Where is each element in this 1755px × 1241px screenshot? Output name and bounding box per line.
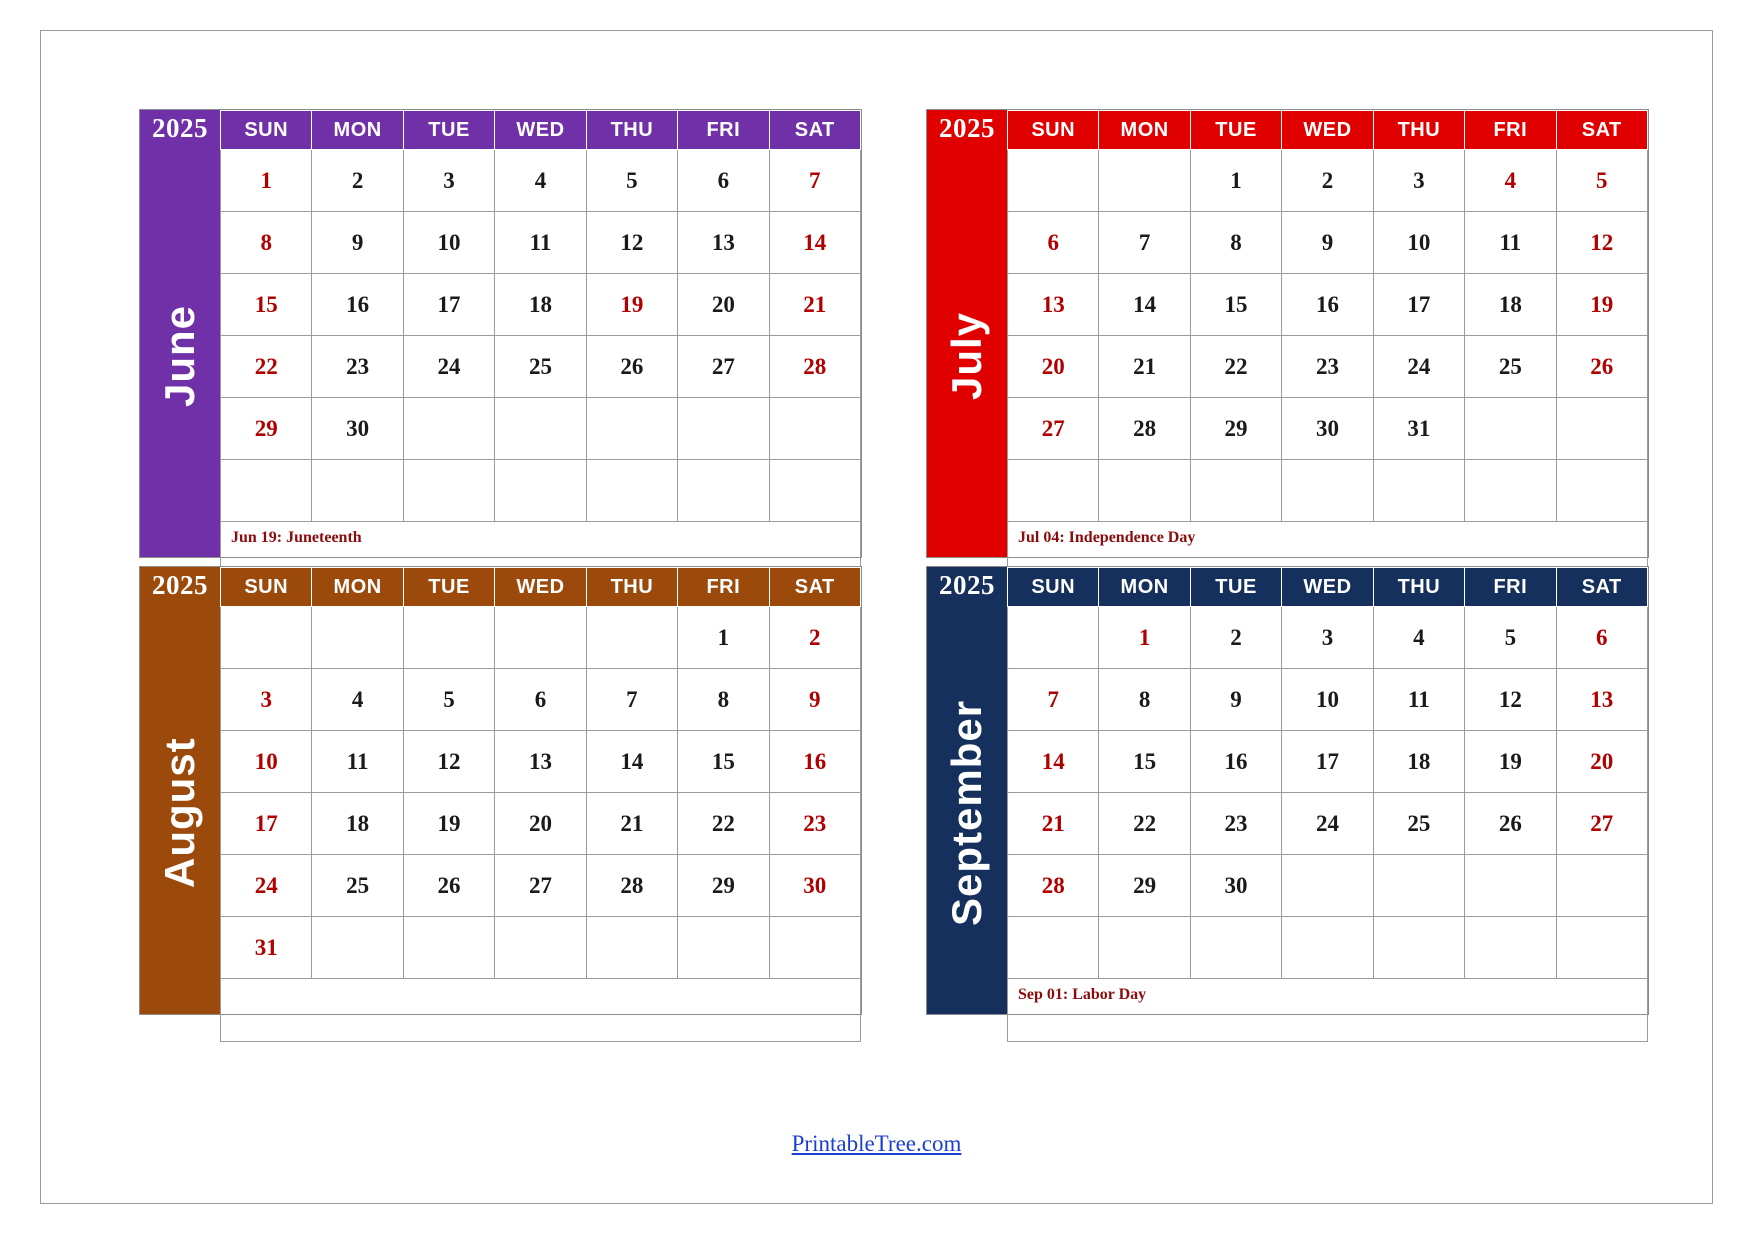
- day-cell[interactable]: 20: [495, 793, 586, 855]
- week-row: [1008, 460, 1648, 522]
- day-cell[interactable]: 29: [678, 855, 769, 917]
- day-cell[interactable]: 19: [1465, 731, 1556, 793]
- day-cell[interactable]: 31: [1373, 398, 1464, 460]
- day-cell[interactable]: 10: [1373, 212, 1464, 274]
- day-cell[interactable]: 22: [1099, 793, 1190, 855]
- day-cell-empty: [1008, 150, 1099, 212]
- day-cell[interactable]: 8: [1190, 212, 1281, 274]
- day-cell[interactable]: 25: [312, 855, 403, 917]
- day-cell[interactable]: 9: [1282, 212, 1373, 274]
- day-cell[interactable]: 8: [678, 669, 769, 731]
- weekday-header-sat: SAT: [769, 568, 860, 607]
- day-cell[interactable]: 29: [221, 398, 312, 460]
- day-cell[interactable]: 1: [221, 150, 312, 212]
- day-cell-empty: [1008, 607, 1099, 669]
- day-cell[interactable]: 2: [769, 607, 860, 669]
- day-cell[interactable]: 22: [678, 793, 769, 855]
- month-body-august: [220, 567, 861, 1014]
- calendar-table-september: [1007, 567, 1648, 979]
- week-row: [1008, 669, 1648, 731]
- month-name-label: July: [943, 311, 990, 400]
- week-row: [221, 398, 861, 460]
- day-cell-empty: [769, 917, 860, 979]
- day-cell[interactable]: 24: [403, 336, 494, 398]
- day-cell-empty: [586, 917, 677, 979]
- day-cell[interactable]: 21: [586, 793, 677, 855]
- day-cell-empty: [495, 607, 586, 669]
- day-cell[interactable]: 5: [1465, 607, 1556, 669]
- day-cell-empty: [1099, 917, 1190, 979]
- day-cell[interactable]: 17: [1373, 274, 1464, 336]
- day-cell[interactable]: 17: [403, 274, 494, 336]
- day-cell[interactable]: 13: [1008, 274, 1099, 336]
- weekday-header-sun: SUN: [1008, 568, 1099, 607]
- year-label: 2025: [939, 112, 995, 143]
- month-notes-september: [1007, 979, 1648, 1042]
- day-cell[interactable]: 18: [312, 793, 403, 855]
- day-cell[interactable]: 2: [1190, 607, 1281, 669]
- day-cell[interactable]: 13: [678, 212, 769, 274]
- day-cell[interactable]: 11: [1465, 212, 1556, 274]
- day-cell[interactable]: 27: [678, 336, 769, 398]
- day-cell[interactable]: 3: [403, 150, 494, 212]
- week-row: [221, 212, 861, 274]
- day-cell[interactable]: 14: [769, 212, 860, 274]
- weekday-header-sat: SAT: [769, 111, 860, 150]
- week-row: [221, 607, 861, 669]
- day-cell[interactable]: 11: [495, 212, 586, 274]
- weekday-header-tue: TUE: [1190, 111, 1281, 150]
- day-cell[interactable]: 23: [312, 336, 403, 398]
- day-cell[interactable]: 19: [403, 793, 494, 855]
- week-row: [221, 669, 861, 731]
- printabletree-link[interactable]: PrintableTree.com: [791, 1131, 962, 1156]
- week-row: [1008, 917, 1648, 979]
- day-cell[interactable]: 16: [312, 274, 403, 336]
- day-cell[interactable]: 18: [1373, 731, 1464, 793]
- day-cell-empty: [1465, 460, 1556, 522]
- day-cell-empty: [1190, 917, 1281, 979]
- day-cell[interactable]: 20: [678, 274, 769, 336]
- day-cell[interactable]: 10: [1282, 669, 1373, 731]
- week-row: [221, 274, 861, 336]
- weekday-header-sun: SUN: [221, 111, 312, 150]
- day-cell[interactable]: 3: [1373, 150, 1464, 212]
- day-cell[interactable]: 18: [495, 274, 586, 336]
- day-cell[interactable]: 4: [1373, 607, 1464, 669]
- week-row: [221, 917, 861, 979]
- day-cell[interactable]: 27: [1556, 793, 1647, 855]
- weekday-header-thu: THU: [1373, 111, 1464, 150]
- day-cell[interactable]: 13: [1556, 669, 1647, 731]
- day-cell[interactable]: 7: [769, 150, 860, 212]
- holiday-note: Jun 19: Juneteenth: [231, 529, 362, 546]
- day-cell-empty: [678, 917, 769, 979]
- day-cell[interactable]: 3: [1282, 607, 1373, 669]
- week-row: [1008, 212, 1648, 274]
- day-cell-empty: [1190, 460, 1281, 522]
- day-cell[interactable]: 23: [1190, 793, 1281, 855]
- weekday-header-tue: TUE: [403, 111, 494, 150]
- day-cell[interactable]: 16: [1190, 731, 1281, 793]
- day-cell-empty: [1465, 855, 1556, 917]
- year-label: 2025: [939, 569, 995, 600]
- week-row: [221, 460, 861, 522]
- day-cell[interactable]: 17: [1282, 731, 1373, 793]
- day-cell-empty: [1099, 150, 1190, 212]
- day-cell[interactable]: 1: [1099, 607, 1190, 669]
- day-cell[interactable]: 20: [1556, 731, 1647, 793]
- weekday-header-thu: THU: [586, 111, 677, 150]
- day-cell[interactable]: 12: [586, 212, 677, 274]
- day-cell[interactable]: 10: [403, 212, 494, 274]
- day-cell[interactable]: 8: [221, 212, 312, 274]
- day-cell[interactable]: 19: [586, 274, 677, 336]
- day-cell-empty: [1556, 917, 1647, 979]
- day-cell[interactable]: 10: [221, 731, 312, 793]
- day-cell-empty: [1282, 460, 1373, 522]
- day-cell-empty: [312, 917, 403, 979]
- day-cell-empty: [1099, 460, 1190, 522]
- weekday-header-fri: FRI: [678, 568, 769, 607]
- day-cell[interactable]: 15: [221, 274, 312, 336]
- day-cell[interactable]: 20: [1008, 336, 1099, 398]
- day-cell[interactable]: 13: [495, 731, 586, 793]
- month-block-august: [139, 566, 862, 1015]
- day-cell[interactable]: 24: [1282, 793, 1373, 855]
- weekday-header-mon: MON: [1099, 568, 1190, 607]
- day-cell[interactable]: 6: [1008, 212, 1099, 274]
- day-cell-empty: [1556, 398, 1647, 460]
- week-row: [1008, 607, 1648, 669]
- year-label: 2025: [152, 569, 208, 600]
- day-cell-empty: [1465, 398, 1556, 460]
- day-cell[interactable]: 2: [1282, 150, 1373, 212]
- month-body-september: [1007, 567, 1648, 1014]
- month-block-september: [926, 566, 1649, 1015]
- day-cell-empty: [403, 607, 494, 669]
- day-cell[interactable]: 7: [586, 669, 677, 731]
- day-cell[interactable]: 26: [403, 855, 494, 917]
- day-cell[interactable]: 26: [1556, 336, 1647, 398]
- calendar-table-august: [220, 567, 861, 979]
- day-cell[interactable]: 28: [1099, 398, 1190, 460]
- week-row: [221, 336, 861, 398]
- footer: [41, 1131, 1712, 1157]
- month-block-july: [926, 109, 1649, 558]
- month-body-july: [1007, 110, 1648, 557]
- week-row: [221, 793, 861, 855]
- day-cell[interactable]: 4: [1465, 150, 1556, 212]
- day-cell[interactable]: 6: [495, 669, 586, 731]
- day-cell[interactable]: 28: [586, 855, 677, 917]
- day-cell[interactable]: 30: [1282, 398, 1373, 460]
- day-cell[interactable]: 28: [769, 336, 860, 398]
- day-cell[interactable]: 12: [1465, 669, 1556, 731]
- day-cell[interactable]: 30: [769, 855, 860, 917]
- day-cell[interactable]: 6: [678, 150, 769, 212]
- day-cell[interactable]: 27: [495, 855, 586, 917]
- day-cell[interactable]: 19: [1556, 274, 1647, 336]
- day-cell[interactable]: 16: [1282, 274, 1373, 336]
- day-cell[interactable]: 7: [1099, 212, 1190, 274]
- month-sidebar-september: [927, 567, 1007, 1014]
- day-cell[interactable]: 22: [1190, 336, 1281, 398]
- holiday-note: Jul 04: Independence Day: [1018, 529, 1196, 546]
- day-cell-empty: [221, 607, 312, 669]
- month-name-label: June: [156, 304, 203, 407]
- day-cell-empty: [1008, 917, 1099, 979]
- weekday-header-thu: THU: [1373, 568, 1464, 607]
- day-cell[interactable]: 30: [312, 398, 403, 460]
- month-block-june: [139, 109, 862, 558]
- month-body-june: [220, 110, 861, 557]
- day-cell[interactable]: 14: [586, 731, 677, 793]
- day-cell[interactable]: 6: [1556, 607, 1647, 669]
- months-grid: [41, 31, 1712, 1203]
- day-cell-empty: [403, 917, 494, 979]
- day-cell[interactable]: 17: [221, 793, 312, 855]
- day-cell[interactable]: 18: [1465, 274, 1556, 336]
- day-cell-empty: [312, 460, 403, 522]
- weekday-header-mon: MON: [1099, 111, 1190, 150]
- day-cell-empty: [586, 460, 677, 522]
- weekday-header-mon: MON: [312, 111, 403, 150]
- weekday-header-fri: FRI: [1465, 111, 1556, 150]
- month-notes-august: [220, 979, 861, 1042]
- day-cell[interactable]: 28: [1008, 855, 1099, 917]
- day-cell-empty: [1556, 460, 1647, 522]
- year-label: 2025: [152, 112, 208, 143]
- calendar-table-june: [220, 110, 861, 522]
- day-cell[interactable]: 31: [221, 917, 312, 979]
- day-cell[interactable]: 24: [221, 855, 312, 917]
- week-row: [221, 731, 861, 793]
- day-cell[interactable]: 26: [586, 336, 677, 398]
- day-cell[interactable]: 21: [1008, 793, 1099, 855]
- day-cell-empty: [495, 460, 586, 522]
- day-cell-empty: [1373, 917, 1464, 979]
- day-cell-empty: [403, 398, 494, 460]
- day-cell-empty: [1008, 460, 1099, 522]
- weekday-header-tue: TUE: [1190, 568, 1281, 607]
- day-cell[interactable]: 9: [312, 212, 403, 274]
- month-sidebar-june: [140, 110, 220, 557]
- day-cell[interactable]: 14: [1008, 731, 1099, 793]
- day-cell-empty: [769, 398, 860, 460]
- weekday-header-fri: FRI: [1465, 568, 1556, 607]
- month-name-label: August: [156, 737, 203, 888]
- week-row: [1008, 150, 1648, 212]
- day-cell[interactable]: 30: [1190, 855, 1281, 917]
- day-cell-empty: [1373, 855, 1464, 917]
- day-cell[interactable]: 7: [1008, 669, 1099, 731]
- day-cell[interactable]: 29: [1190, 398, 1281, 460]
- week-row: [1008, 398, 1648, 460]
- day-cell[interactable]: 25: [495, 336, 586, 398]
- day-cell[interactable]: 11: [312, 731, 403, 793]
- day-cell-empty: [678, 398, 769, 460]
- day-cell[interactable]: 14: [1099, 274, 1190, 336]
- day-cell[interactable]: 9: [1190, 669, 1281, 731]
- day-cell-empty: [1465, 917, 1556, 979]
- day-cell[interactable]: 11: [1373, 669, 1464, 731]
- week-row: [1008, 274, 1648, 336]
- day-cell[interactable]: 21: [769, 274, 860, 336]
- day-cell[interactable]: 23: [769, 793, 860, 855]
- day-cell[interactable]: 8: [1099, 669, 1190, 731]
- month-sidebar-july: [927, 110, 1007, 557]
- weekday-header-tue: TUE: [403, 568, 494, 607]
- month-sidebar-august: [140, 567, 220, 1014]
- day-cell[interactable]: 16: [769, 731, 860, 793]
- week-row: [221, 855, 861, 917]
- day-cell[interactable]: 5: [1556, 150, 1647, 212]
- day-cell-empty: [586, 398, 677, 460]
- day-cell[interactable]: 4: [312, 669, 403, 731]
- holiday-note: Sep 01: Labor Day: [1018, 986, 1147, 1003]
- weekday-header-wed: WED: [1282, 111, 1373, 150]
- month-name-label: September: [943, 699, 990, 926]
- weekday-header-sat: SAT: [1556, 568, 1647, 607]
- week-row: [1008, 855, 1648, 917]
- day-cell[interactable]: 1: [678, 607, 769, 669]
- day-cell[interactable]: 29: [1099, 855, 1190, 917]
- week-row: [1008, 731, 1648, 793]
- day-cell[interactable]: 5: [403, 669, 494, 731]
- day-cell[interactable]: 27: [1008, 398, 1099, 460]
- week-row: [221, 150, 861, 212]
- day-cell-empty: [1282, 855, 1373, 917]
- day-cell-empty: [312, 607, 403, 669]
- day-cell[interactable]: 26: [1465, 793, 1556, 855]
- calendar-table-july: [1007, 110, 1648, 522]
- day-cell[interactable]: 1: [1190, 150, 1281, 212]
- day-cell-empty: [769, 460, 860, 522]
- day-cell-empty: [495, 917, 586, 979]
- week-row: [1008, 793, 1648, 855]
- calendar-page: [40, 30, 1713, 1204]
- day-cell[interactable]: 3: [221, 669, 312, 731]
- weekday-header-fri: FRI: [678, 111, 769, 150]
- day-cell[interactable]: 12: [403, 731, 494, 793]
- day-cell[interactable]: 25: [1465, 336, 1556, 398]
- weekday-header-thu: THU: [586, 568, 677, 607]
- day-cell[interactable]: 23: [1282, 336, 1373, 398]
- day-cell[interactable]: 4: [495, 150, 586, 212]
- day-cell[interactable]: 5: [586, 150, 677, 212]
- day-cell-empty: [1282, 917, 1373, 979]
- day-cell-empty: [586, 607, 677, 669]
- day-cell[interactable]: 9: [769, 669, 860, 731]
- weekday-header-sun: SUN: [221, 568, 312, 607]
- day-cell-empty: [403, 460, 494, 522]
- day-cell[interactable]: 2: [312, 150, 403, 212]
- day-cell-empty: [1556, 855, 1647, 917]
- weekday-header-wed: WED: [495, 568, 586, 607]
- day-cell-empty: [495, 398, 586, 460]
- day-cell-empty: [1373, 460, 1464, 522]
- weekday-header-wed: WED: [495, 111, 586, 150]
- day-cell[interactable]: 15: [1190, 274, 1281, 336]
- day-cell[interactable]: 15: [1099, 731, 1190, 793]
- day-cell[interactable]: 21: [1099, 336, 1190, 398]
- day-cell[interactable]: 25: [1373, 793, 1464, 855]
- day-cell-empty: [221, 460, 312, 522]
- day-cell[interactable]: 12: [1556, 212, 1647, 274]
- weekday-header-mon: MON: [312, 568, 403, 607]
- day-cell-empty: [678, 460, 769, 522]
- week-row: [1008, 336, 1648, 398]
- weekday-header-sun: SUN: [1008, 111, 1099, 150]
- weekday-header-wed: WED: [1282, 568, 1373, 607]
- weekday-header-sat: SAT: [1556, 111, 1647, 150]
- day-cell[interactable]: 24: [1373, 336, 1464, 398]
- day-cell[interactable]: 22: [221, 336, 312, 398]
- day-cell[interactable]: 15: [678, 731, 769, 793]
